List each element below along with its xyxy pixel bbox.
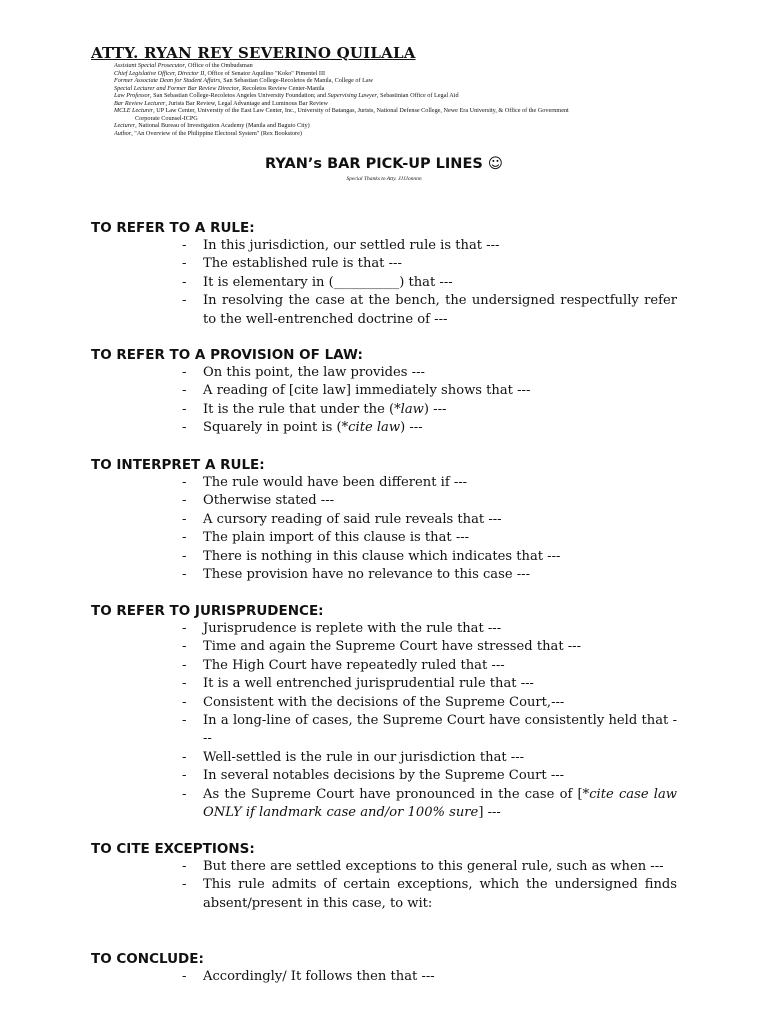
section-heading: TO CONCLUDE:	[91, 951, 204, 967]
pickup-line	[91, 255, 677, 273]
dash-bullet: -	[182, 713, 187, 729]
line-text: In this jurisdiction, our settled rule is that ---	[203, 238, 500, 253]
pickup-line	[91, 511, 677, 529]
pickup-line	[91, 419, 677, 437]
line-list	[91, 474, 691, 584]
dash-bullet: -	[182, 365, 187, 380]
credential-line	[114, 107, 714, 115]
pickup-line	[91, 292, 677, 329]
pickup-line	[91, 566, 677, 584]
pickup-line	[91, 858, 677, 876]
credential-role: MCLE Lecturer	[114, 107, 154, 114]
line-text: On this point, the law provides ---	[203, 365, 425, 380]
pickup-line	[91, 786, 677, 823]
line-text: Squarely in point is (*	[203, 420, 349, 436]
dash-bullet: -	[182, 786, 187, 802]
line-text: Accordingly/ It follows then that ---	[203, 969, 435, 984]
credential-role: Former Associate Dean for Student Affairs	[114, 77, 221, 84]
line-text: The established rule is that ---	[203, 256, 402, 272]
line-text: The High Court have repeatedly ruled that ---	[203, 657, 505, 673]
line-list	[91, 968, 691, 986]
dash-bullet: -	[182, 256, 187, 272]
line-text: The rule would have been different if ---	[203, 475, 468, 490]
line-text: It is a well entrenched jurisprudential rule that ---	[203, 676, 534, 692]
dash-bullet: -	[182, 293, 187, 309]
pickup-line	[91, 382, 677, 400]
line-list	[91, 237, 691, 329]
line-text: In resolving the case at the bench, the undersigned respectfully refer to the well-entrenched doctrine of ---	[203, 293, 677, 327]
credential-line	[114, 62, 714, 70]
line-text: Time and again the Supreme Court have stressed that ---	[203, 639, 582, 655]
pickup-line	[91, 401, 677, 419]
section-jurisprudence	[91, 602, 691, 822]
dash-bullet: -	[182, 694, 187, 710]
section-heading: TO REFER TO A PROVISION OF LAW:	[91, 347, 363, 363]
credential-line	[114, 122, 714, 130]
line-emphasis: law	[400, 401, 424, 417]
dash-bullet: -	[182, 621, 187, 636]
dash-bullet: -	[182, 475, 187, 490]
pickup-line	[91, 675, 677, 693]
pickup-line	[91, 749, 677, 767]
dash-bullet: -	[182, 768, 187, 784]
section-refer-provision	[91, 346, 691, 438]
dash-bullet: -	[182, 420, 187, 436]
credential-line	[114, 85, 714, 93]
line-text: ] ---	[478, 805, 501, 821]
credential-detail: , San Sebastian College-Recoletos Angeles University Foundation; and	[150, 92, 328, 99]
line-list	[91, 620, 691, 822]
credential-detail: , Office of Senator Aquilino "Koko" Pimentel III	[204, 69, 326, 77]
credential-role: Lecturer	[114, 122, 136, 129]
pickup-line	[91, 767, 677, 785]
credential-detail: Corporate Counsel-ICPG	[135, 114, 198, 122]
credential-role: Law Professor	[114, 92, 151, 99]
line-text: Well-settled is the rule in our jurisdiction that ---	[203, 749, 525, 765]
pickup-line	[91, 492, 677, 510]
line-list	[91, 364, 691, 438]
credential-line	[114, 77, 714, 85]
line-text: As the Supreme Court have pronounced in the case of [*	[203, 786, 590, 802]
credential-line	[114, 130, 714, 138]
pickup-line	[91, 364, 677, 382]
dash-bullet: -	[182, 749, 187, 765]
credential-role: Author	[114, 129, 132, 137]
credential-line	[114, 115, 714, 123]
line-list	[91, 858, 691, 913]
credential-role: Assistant Special Prosecutor	[114, 62, 185, 69]
dash-bullet: -	[182, 383, 187, 399]
pickup-line	[91, 274, 677, 292]
pickup-line	[91, 876, 677, 913]
section-conclude	[91, 950, 691, 986]
pickup-line	[91, 620, 677, 638]
line-text: In several notables decisions by the Supreme Court ---	[203, 768, 565, 784]
document-title: RYAN’s BAR PICK-UP LINES ☺	[265, 156, 503, 172]
pickup-line	[91, 529, 677, 547]
dash-bullet: -	[182, 401, 187, 417]
pickup-line	[91, 657, 677, 675]
credential-detail: , "An Overview of the Philippine Electoral System" (Rex Bookstore)	[131, 129, 302, 137]
dash-bullet: -	[182, 548, 187, 564]
author-name: ATTY. RYAN REY SEVERINO QUILALA	[91, 44, 416, 62]
line-text: In a long-line of cases, the Supreme Court have consistently held that ---	[203, 713, 677, 747]
line-text: A reading of [cite law] immediately shows that ---	[203, 383, 531, 399]
pickup-line	[91, 548, 677, 566]
line-text: ) ---	[423, 401, 447, 417]
credential-role: Bar Review Lecturer	[114, 99, 166, 107]
dash-bullet: -	[182, 859, 187, 874]
credential-role: Chief Legislative Officer, Director II	[114, 69, 205, 77]
line-emphasis: cite case law ONLY if landmark case and/or 100% sure	[203, 786, 677, 821]
line-text: It is elementary in (__________) that ---	[203, 274, 453, 290]
dash-bullet: -	[182, 274, 187, 290]
pickup-line	[91, 968, 677, 986]
credential-detail: , Sebastinian Office of Legal Aid	[376, 92, 459, 99]
dash-bullet: -	[182, 511, 187, 527]
line-text: A cursory reading of said rule reveals that ---	[203, 511, 502, 527]
line-text: But there are settled exceptions to this general rule, such as when ---	[203, 859, 664, 874]
dash-bullet: -	[182, 657, 187, 673]
credential-line	[114, 100, 714, 108]
pickup-line	[91, 237, 677, 255]
line-text: These provision have no relevance to this case ---	[203, 567, 531, 583]
dash-bullet: -	[182, 530, 187, 546]
credential-line	[114, 70, 714, 78]
credential-detail: , Office of the Ombudsman	[184, 62, 253, 69]
credential-detail: , National Bureau of Investigation Academy (Manila and Baguio City)	[135, 122, 310, 129]
line-text: There is nothing in this clause which indicates that ---	[203, 548, 561, 564]
credential-line	[114, 92, 714, 100]
credential-role: Special Lecturer and Former Bar Review Director	[114, 84, 239, 92]
dash-bullet: -	[182, 639, 187, 655]
section-heading: TO REFER TO JURISPRUDENCE:	[91, 603, 324, 619]
credential-detail: , UP Law Center, University of the East Law Center, Inc., University of Batangas, Jurists, National Defense College, Newe Era University, & Office of the Government	[153, 107, 569, 114]
dash-bullet: -	[182, 877, 187, 893]
dash-bullet: -	[182, 238, 187, 253]
credential-detail: , Jurists Bar Review, Legal Advantage and Luminous Bar Review	[165, 99, 328, 107]
section-refer-rule	[91, 219, 691, 329]
pickup-line	[91, 474, 677, 492]
section-heading: TO INTERPRET A RULE:	[91, 457, 265, 473]
pickup-line	[91, 694, 677, 712]
section-exceptions	[91, 840, 691, 913]
line-text: Otherwise stated ---	[203, 493, 335, 509]
line-emphasis: cite law	[348, 420, 401, 436]
line-text: It is the rule that under the (*	[203, 401, 401, 417]
line-text: Jurisprudence is replete with the rule that ---	[203, 621, 502, 636]
dash-bullet: -	[182, 676, 187, 692]
dash-bullet: -	[182, 493, 187, 509]
section-heading: TO REFER TO A RULE:	[91, 220, 255, 236]
line-text: Consistent with the decisions of the Supreme Court,---	[203, 694, 565, 710]
pickup-line	[91, 712, 677, 749]
dash-bullet: -	[182, 969, 187, 984]
dash-bullet: -	[182, 567, 187, 583]
section-interpret-rule	[91, 456, 691, 584]
line-text: The plain import of this clause is that ---	[203, 530, 470, 546]
line-text: This rule admits of certain exceptions, which the undersigned finds absent/present in this case, to wit:	[203, 877, 677, 911]
credential-detail: , Recoletos Review Center-Manila	[238, 84, 325, 92]
section-heading: TO CITE EXCEPTIONS:	[91, 841, 255, 857]
credential-detail: , San Sebastian College-Recoletos de Manila, College of Law	[220, 77, 374, 84]
pickup-line	[91, 638, 677, 656]
credential-role: Supervising Lawyer	[327, 92, 377, 99]
line-text: ) ---	[400, 420, 423, 436]
document-subtitle: Special Thanks to Atty. JJJJonnnn	[346, 176, 422, 182]
author-credentials	[114, 62, 714, 137]
